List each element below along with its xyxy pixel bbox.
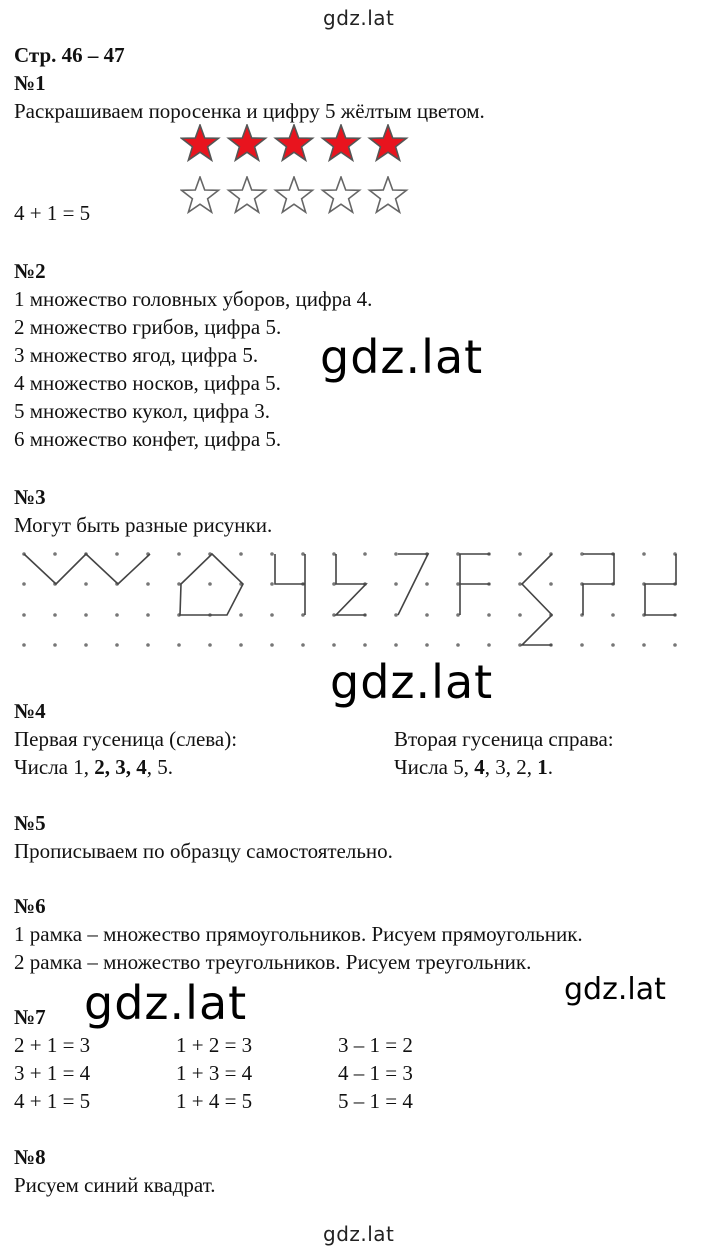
grid-dot: [425, 582, 429, 586]
grid-dot: [425, 643, 429, 647]
grid-dot: [394, 582, 398, 586]
grid-dot: [177, 643, 181, 647]
grid-dot: [84, 643, 88, 647]
equation: 5 – 1 = 4: [338, 1089, 413, 1113]
section-1-heading: №1: [14, 71, 46, 95]
grid-dot: [642, 643, 646, 647]
star-icon-empty-4: [323, 177, 360, 212]
section-8-heading: №8: [14, 1145, 46, 1169]
dot-grid-drawings: [0, 540, 720, 665]
grid-dot: [239, 613, 243, 617]
grid-dot: [239, 643, 243, 647]
zigzag-drawing: [24, 554, 150, 584]
section-2-line: 2 множество грибов, цифра 5.: [14, 315, 282, 339]
watermark-bottom: gdz.lat: [323, 1222, 395, 1246]
grid-dot: [208, 582, 212, 586]
grid-dot: [611, 613, 615, 617]
star-icon-filled-2: [229, 125, 266, 160]
section-2-line: 4 множество носков, цифра 5.: [14, 371, 281, 395]
equation: 1 + 2 = 3: [176, 1033, 253, 1057]
section-5-text: Прописываем по образцу самостоятельно.: [14, 839, 393, 863]
section-2-line: 3 множество ягод, цифра 5.: [14, 343, 259, 367]
section-3-heading: №3: [14, 485, 46, 509]
grid-dot: [270, 613, 274, 617]
section-7-heading: №7: [14, 1005, 46, 1029]
grid-dot: [673, 643, 677, 647]
grid-dot: [394, 613, 398, 617]
grid-dot: [301, 643, 305, 647]
digit-3-drawing: [336, 554, 366, 615]
section-1-equation: 4 + 1 = 5: [14, 201, 91, 225]
empty-stars-row: [180, 176, 415, 218]
digit-7-drawing: [398, 554, 428, 615]
grid-dot: [115, 613, 119, 617]
grid-dot: [270, 643, 274, 647]
grid-dot: [22, 643, 26, 647]
equation: 1 + 3 = 4: [176, 1061, 253, 1085]
grid-dot: [146, 643, 150, 647]
section-4-right-title: Вторая гусеница справа:: [394, 727, 614, 751]
section-1-text: Раскрашиваем поросенка и цифру 5 жёлтым цветом.: [14, 99, 485, 123]
grid-dot: [22, 582, 26, 586]
star-icon-empty-3: [276, 177, 313, 212]
section-6-heading: №6: [14, 894, 46, 918]
section-2-line: 6 множество конфет, цифра 5.: [14, 427, 282, 451]
grid-dot: [456, 643, 460, 647]
section-2-heading: №2: [14, 259, 46, 283]
watermark-middle-2: gdz.lat: [330, 655, 494, 709]
equation: 3 – 1 = 2: [338, 1033, 413, 1057]
equation: 4 + 1 = 5: [14, 1089, 91, 1113]
star-icon-empty-2: [229, 177, 266, 212]
watermark-top: gdz.lat: [323, 6, 395, 30]
star-icon-empty-5: [370, 177, 407, 212]
grid-dot: [115, 643, 119, 647]
grid-dot: [115, 552, 119, 556]
grid-dot: [146, 613, 150, 617]
grid-dot: [425, 613, 429, 617]
digit-5-drawing: [460, 554, 490, 584]
grid-dot: [146, 582, 150, 586]
section-4-left-title: Первая гусеница (слева):: [14, 727, 238, 751]
grid-dot: [84, 582, 88, 586]
grid-dot: [53, 613, 57, 617]
grid-dot: [53, 643, 57, 647]
star-icon-empty-1: [182, 177, 219, 212]
star-icon-filled-1: [182, 125, 219, 160]
section-3-text: Могут быть разные рисунки.: [14, 513, 273, 537]
section-2-line: 1 множество головных уборов, цифра 4.: [14, 287, 373, 311]
equation: 3 + 1 = 4: [14, 1061, 91, 1085]
filled-stars-row: [180, 124, 415, 164]
section-6-line-1: 1 рамка – множество прямоугольников. Рисуем прямоугольник.: [14, 922, 583, 946]
section-4-left-numbers: Числа 1, 2, 3, 4, 5.: [14, 755, 174, 779]
dot-grid: [22, 552, 677, 647]
zigzag-vertical-drawing: [522, 554, 552, 645]
watermark-middle-3: gdz.lat: [80, 976, 251, 1030]
grid-dot: [487, 643, 491, 647]
grid-dot: [487, 613, 491, 617]
star-icon-filled-5: [370, 125, 407, 160]
section-5-heading: №5: [14, 811, 46, 835]
grid-dot: [394, 552, 398, 556]
grid-dot: [549, 582, 553, 586]
grid-dot: [580, 643, 584, 647]
grid-dot: [208, 643, 212, 647]
grid-dot: [84, 613, 88, 617]
page-label: Стр. 46 – 47: [14, 43, 125, 67]
section-6-line-2: 2 рамка – множество треугольников. Рисуем треугольник.: [14, 950, 532, 974]
grid-dot: [22, 613, 26, 617]
section-4-heading: №4: [14, 699, 46, 723]
grid-dot: [239, 552, 243, 556]
bracket-drawing: [645, 554, 676, 615]
star-icon-filled-3: [276, 125, 313, 160]
star-icon-filled-4: [323, 125, 360, 160]
grid-dot: [177, 552, 181, 556]
grid-dot: [518, 552, 522, 556]
digit-4-drawing: [275, 554, 305, 584]
watermark-right: gdz.lat: [560, 972, 670, 1007]
grid-dot: [53, 552, 57, 556]
equation: 1 + 4 = 5: [176, 1089, 253, 1113]
grid-dot: [642, 552, 646, 556]
section-8-text: Рисуем синий квадрат.: [14, 1173, 216, 1197]
grid-dot: [363, 643, 367, 647]
hook-drawing: [583, 554, 614, 615]
section-4-right-numbers: Числа 5, 4, 3, 2, 1.: [394, 755, 554, 779]
section-2-line: 5 множество кукол, цифра 3.: [14, 399, 270, 423]
grid-dot: [332, 643, 336, 647]
equation: 2 + 1 = 3: [14, 1033, 91, 1057]
grid-dot: [518, 613, 522, 617]
grid-dot: [394, 643, 398, 647]
grid-dot: [270, 552, 274, 556]
grid-dot: [363, 552, 367, 556]
grid-dot: [611, 643, 615, 647]
grid-dot: [270, 582, 274, 586]
equation: 4 – 1 = 3: [338, 1061, 413, 1085]
watermark-middle-1: gdz.lat: [320, 330, 484, 384]
